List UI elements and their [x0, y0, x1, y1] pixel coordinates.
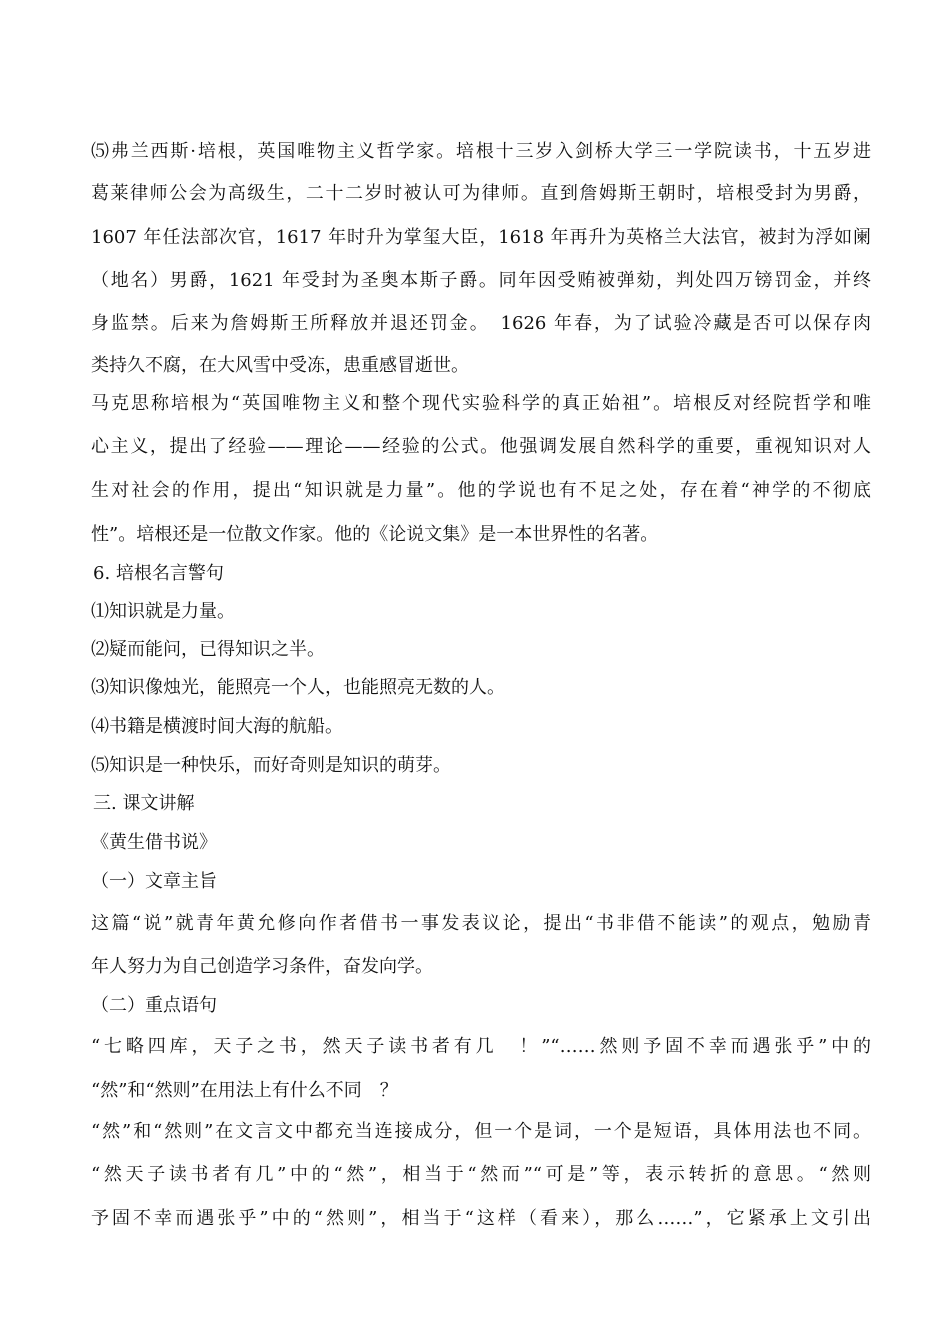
- text-title: 《黄生借书说》: [91, 832, 217, 853]
- bio-line-1: ⑸弗兰西斯·培根，英国唯物主义哲学家。培根十三岁入剑桥大学三一学院读书，十五岁进: [91, 141, 871, 162]
- bio-line-2: 葛莱律师公会为高级生，二十二岁时被认可为律师。直到詹姆斯王朝时，培根受封为男爵，: [91, 183, 871, 204]
- bio-line-5: 身监禁。后来为詹姆斯王所释放并退还罚金。 1626 年春，为了试验冷藏是否可以保存肉: [91, 313, 871, 334]
- quote-5: ⑸知识是一种快乐，而好奇则是知识的萌芽。: [91, 755, 451, 776]
- bio-line-6: 类持久不腐，在大风雪中受冻，患重感冒逝世。: [91, 355, 469, 376]
- answer-line-2: “然天子读书者有几”中的“然”，相当于“然而”“可是”等，表示转折的意思。“然则: [91, 1164, 871, 1185]
- quote-3: ⑶知识像烛光，能照亮一个人，也能照亮无数的人。: [91, 677, 505, 698]
- quote-2: ⑵疑而能问，已得知识之半。: [91, 639, 325, 660]
- marx-line-1: 马克思称培根为“英国唯物主义和整个现代实验科学的真正始祖”。培根反对经院哲学和唯: [91, 393, 871, 414]
- quote-4: ⑷书籍是横渡时间大海的航船。: [91, 716, 343, 737]
- subheading-theme: （一）文章主旨: [91, 871, 217, 892]
- section-heading-lecture: 三. 课文讲解: [93, 793, 195, 814]
- question-line-2: “然”和“然则”在用法上有什么不同 ？: [91, 1080, 398, 1101]
- subheading-key-sentences: （二）重点语句: [91, 995, 217, 1016]
- section-heading-quotes: 6. 培根名言警句: [93, 563, 224, 584]
- marx-line-3: 生对社会的作用，提出“知识就是力量”。他的学说也有不足之处，存在着“神学的不彻底: [91, 480, 871, 501]
- bio-line-4: （地名）男爵，1621 年受封为圣奥本斯子爵。同年因受贿被弹劾，判处四万镑罚金，并终: [91, 270, 871, 291]
- answer-line-3: 予固不幸而遇张乎”中的“然则”，相当于“这样（看来），那么……”，它紧承上文引出: [91, 1208, 871, 1229]
- quote-1: ⑴知识就是力量。: [91, 601, 235, 622]
- theme-line-1: 这篇“说”就青年黄允修向作者借书一事发表议论，提出“书非借不能读”的观点，勉励青: [91, 913, 871, 934]
- marx-line-2: 心主义，提出了经验——理论——经验的公式。他强调发展自然科学的重要，重视知识对人: [91, 436, 871, 457]
- bio-line-3: 1607 年任法部次官，1617 年时升为掌玺大臣，1618 年再升为英格兰大法官，被封为浮如阑: [91, 227, 871, 248]
- marx-line-4: 性”。培根还是一位散文作家。他的《论说文集》是一本世界性的名著。: [91, 524, 659, 545]
- question-line-1: “七略四库，天子之书，然天子读书者有几 ！”“……然则予固不幸而遇张乎”中的: [91, 1036, 871, 1057]
- answer-line-1: “然”和“然则”在文言文中都充当连接成分，但一个是词，一个是短语，具体用法也不同。: [91, 1121, 871, 1142]
- theme-line-2: 年人努力为自己创造学习条件，奋发向学。: [91, 956, 433, 977]
